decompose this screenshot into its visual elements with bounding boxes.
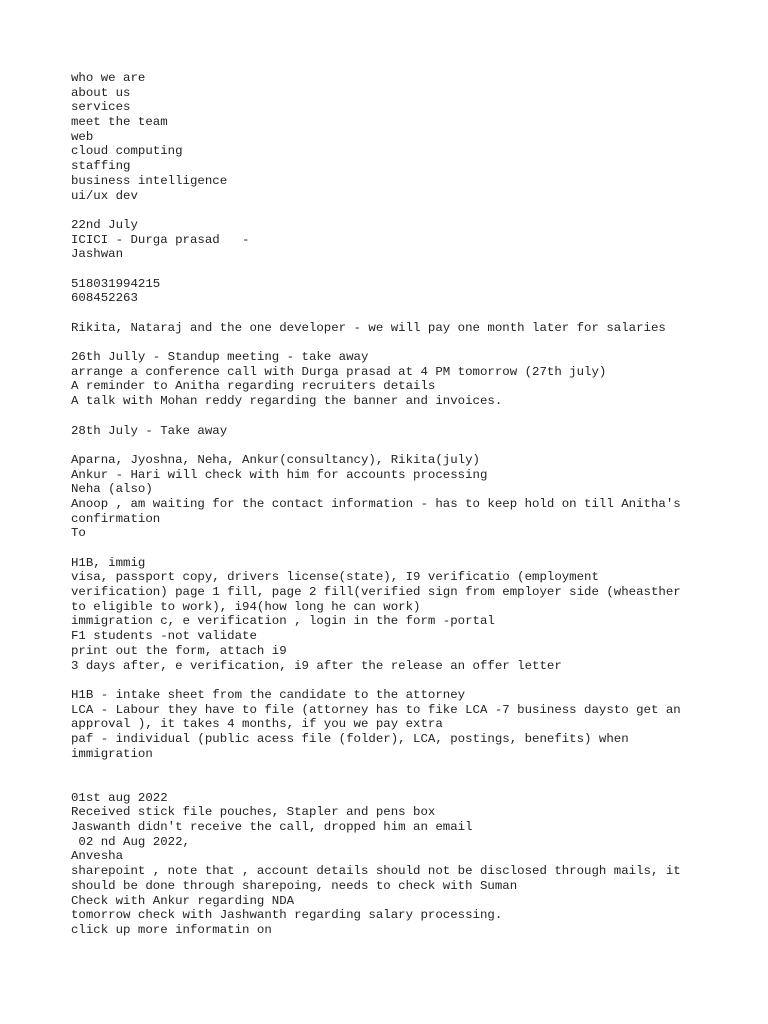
text-line: visa, passport copy, drivers license(state), I9 verificatio (employment bbox=[71, 570, 599, 585]
text-line: sharepoint , note that , account details should not be disclosed through mails, it bbox=[71, 864, 681, 879]
text-line bbox=[71, 306, 711, 321]
text-line bbox=[71, 335, 711, 350]
text-line: 3 days after, e verification, i9 after the release an offer letter bbox=[71, 658, 562, 673]
text-line: Jaswanth didn't receive the call, dropped him an email bbox=[71, 820, 473, 835]
text-line: 02 nd Aug 2022, bbox=[71, 834, 190, 849]
text-line: H1B - intake sheet from the candidate to the attorney bbox=[71, 687, 466, 702]
text-line: 608452263 bbox=[71, 291, 138, 306]
text-line bbox=[71, 673, 711, 688]
text-line: Jashwan bbox=[71, 247, 124, 262]
text-line: Ankur - Hari will check with him for accounts processing bbox=[71, 467, 488, 482]
text-line: immigration c, e verification , login in the form -portal bbox=[71, 614, 495, 629]
text-line: A reminder to Anitha regarding recruiters details bbox=[71, 379, 436, 394]
notes-text bbox=[71, 71, 711, 938]
text-line: F1 students -not validate bbox=[71, 629, 257, 644]
text-line: arrange a conference call with Durga prasad at 4 PM tomorrow (27th july) bbox=[71, 364, 607, 379]
text-line: services bbox=[71, 100, 131, 115]
text-line: Received stick file pouches, Stapler and pens box bbox=[71, 805, 436, 820]
text-line: print out the form, attach i9 bbox=[71, 643, 287, 658]
text-line: approval ), it takes 4 months, if you we pay extra bbox=[71, 717, 443, 732]
text-line: tomorrow check with Jashwanth regarding salary processing. bbox=[71, 908, 503, 923]
text-line bbox=[71, 776, 711, 791]
text-line: 28th July - Take away bbox=[71, 423, 228, 438]
text-line: LCA - Labour they have to file (attorney has to fike LCA -7 business daysto get an bbox=[71, 702, 681, 717]
text-line: should be done through sharepoing, needs to check with Suman bbox=[71, 878, 518, 893]
text-line: confirmation bbox=[71, 511, 161, 526]
text-line: who we are bbox=[71, 71, 146, 85]
text-line: Anoop , am waiting for the contact information - has to keep hold on till Anitha's bbox=[71, 496, 681, 511]
text-line: Anvesha bbox=[71, 849, 124, 864]
text-line: ICICI - Durga prasad - bbox=[71, 232, 250, 247]
text-line bbox=[71, 761, 711, 776]
text-line: 26th Jully - Standup meeting - take away bbox=[71, 350, 369, 365]
text-line: cloud computing bbox=[71, 144, 183, 159]
text-line bbox=[71, 541, 711, 556]
text-line: about us bbox=[71, 85, 131, 100]
text-line: business intelligence bbox=[71, 173, 228, 188]
text-line: staffing bbox=[71, 159, 131, 174]
text-line: H1B, immig bbox=[71, 555, 146, 570]
text-line: to eligible to work), i94(how long he can work) bbox=[71, 599, 421, 614]
text-line: verification) page 1 fill, page 2 fill(verified sign from employer side (wheasther bbox=[71, 585, 681, 600]
text-line: web bbox=[71, 129, 94, 144]
text-line: immigration bbox=[71, 746, 153, 761]
text-line bbox=[71, 438, 711, 453]
text-line: 518031994215 bbox=[71, 276, 161, 291]
text-line: Neha (also) bbox=[71, 482, 153, 497]
text-line: Check with Ankur regarding NDA bbox=[71, 893, 295, 908]
text-line bbox=[71, 203, 711, 218]
text-line: Aparna, Jyoshna, Neha, Ankur(consultancy), Rikita(july) bbox=[71, 452, 480, 467]
text-line: A talk with Mohan reddy regarding the banner and invoices. bbox=[71, 394, 503, 409]
text-line bbox=[71, 409, 711, 424]
text-line: To bbox=[71, 526, 86, 541]
text-line: 22nd July bbox=[71, 217, 138, 232]
text-line: click up more informatin on bbox=[71, 922, 272, 937]
text-line: paf - individual (public acess file (folder), LCA, postings, benefits) when bbox=[71, 731, 629, 746]
text-line: meet the team bbox=[71, 115, 168, 130]
text-line bbox=[71, 262, 711, 277]
text-line: Rikita, Nataraj and the one developer - we will pay one month later for salaries bbox=[71, 320, 666, 335]
text-line: ui/ux dev bbox=[71, 188, 138, 203]
text-line: 01st aug 2022 bbox=[71, 790, 168, 805]
